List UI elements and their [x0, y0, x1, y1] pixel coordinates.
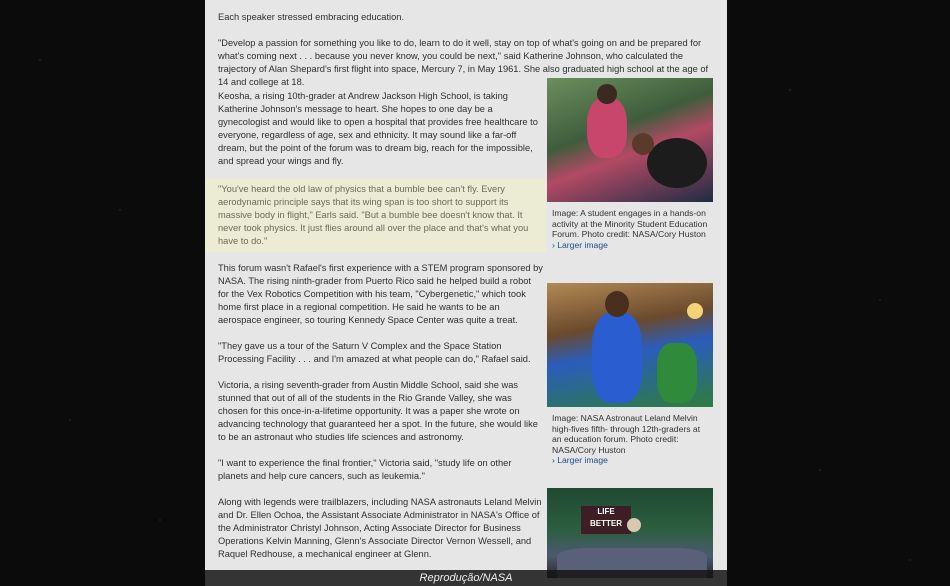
education-forum-audience-photo[interactable]: [547, 488, 713, 578]
article-page: [205, 0, 727, 586]
larger-image-link-2[interactable]: › Larger image: [552, 455, 608, 465]
larger-image-link-1[interactable]: › Larger image: [552, 239, 608, 250]
banner-sign: LIFE BETTER: [581, 506, 631, 534]
student-activity-photo[interactable]: [547, 78, 713, 202]
paragraph-victoria-quote: "I want to experience the final frontier," Victoria said, "study life on other planets and help cure cancers, such as leukemia.": [218, 458, 512, 481]
astronaut-high-five-photo[interactable]: [547, 283, 713, 407]
sidebar-figure-1: [547, 78, 713, 250]
photo-caption-1: Image: A student engages in a hands-on activity at the Minority Student Education Forum. Photo credit: NASA/Cory Huston: [552, 208, 708, 239]
paragraph-rafael: This forum wasn't Rafael's first experience with a STEM program sponsored by NASA. The rising ninth-grader from Puerto Rico said he helped build a robot for the Vex Robotics Competition with his team, "Cybergenetic," which took home first place in a regional competition. He said he wants to be an aerospace engineer, so touring Kennedy Space Center was quite a treat.: [218, 263, 543, 325]
photo-caption-2: Image: NASA Astronaut Leland Melvin high-fives fifth- through 12th-graders at an education forum. Photo credit: NASA/Cory Huston: [552, 413, 701, 455]
caption-1-wrap: [547, 202, 713, 250]
paragraph-johnson-quote: "Develop a passion for something you like to do, learn to do it well, stay on top of what's going on and be prepared for what's coming next . . . because you never know, you could be next," said Katherine Johnson, who calculated the trajectory of Alan Shepard's first flight into space, Mercury 7, in May 1961. She also graduated high school at the age of 14 and college at 18.: [218, 38, 709, 87]
caption-2-wrap: [547, 407, 713, 466]
paragraph-keosha-wrap: [218, 90, 543, 181]
pull-quote-text: "You've heard the old law of physics that a bumble bee can't fly. Every aerodynamic principle says that its wing span is too short to support its massive body in flight," Earls said. "But a bumble bee doesn't know that. It never took physics. It just flies around all over the place and that's what you have to do.": [218, 184, 529, 246]
pull-quote: [205, 178, 546, 252]
paragraph-victoria: Victoria, a rising seventh-grader from Austin Middle School, said she was stunned that out of all of the students in the Rio Grande Valley, she was chosen for this once-in-a-lifetime opportunity. It was a paper she wrote on advancing technology that guaranteed her a spot. In the future, she would like to be an astronaut who studies life sciences and astronomy.: [218, 380, 538, 442]
image-credit-bar: [205, 570, 727, 586]
paragraph-intro: Each speaker stressed embracing education.: [218, 12, 405, 22]
paragraph-rafael-quote: "They gave us a tour of the Saturn V Complex and the Space Station Processing Facility . . . and I'm amazed at what people can do," Rafael said.: [218, 341, 531, 364]
sidebar-figure-2: [547, 283, 713, 466]
article-bottom-text: [218, 262, 543, 574]
sidebar-figure-3: [547, 488, 713, 578]
paragraph-legends: Along with legends were trailblazers, including NASA astronauts Leland Melvin and Dr. Ellen Ochoa, the Assistant Associate Administrator in NASA's Office of the Administrator Christyl Johnson, Acting Associate Director for Business Operations Kelvin Manning, Glenn's Associate Director Vernon Wessell, and Raquel Redhouse, a mechanical engineer at Glenn.: [218, 497, 542, 559]
image-credit: Reprodução/NASA: [419, 572, 513, 584]
paragraph-keosha: Keosha, a rising 10th-grader at Andrew Jackson High School, is taking Katherine Johnson's message to heart. She hopes to one day be a gynecologist and would like to open a hospital that provides free healthcare to everyone, regardless of age, sex and ethnicity. It may sound like a far-off dream, but the point of the forum was to dream big, reach for the impossible, and spread your wings and fly.: [218, 91, 538, 166]
